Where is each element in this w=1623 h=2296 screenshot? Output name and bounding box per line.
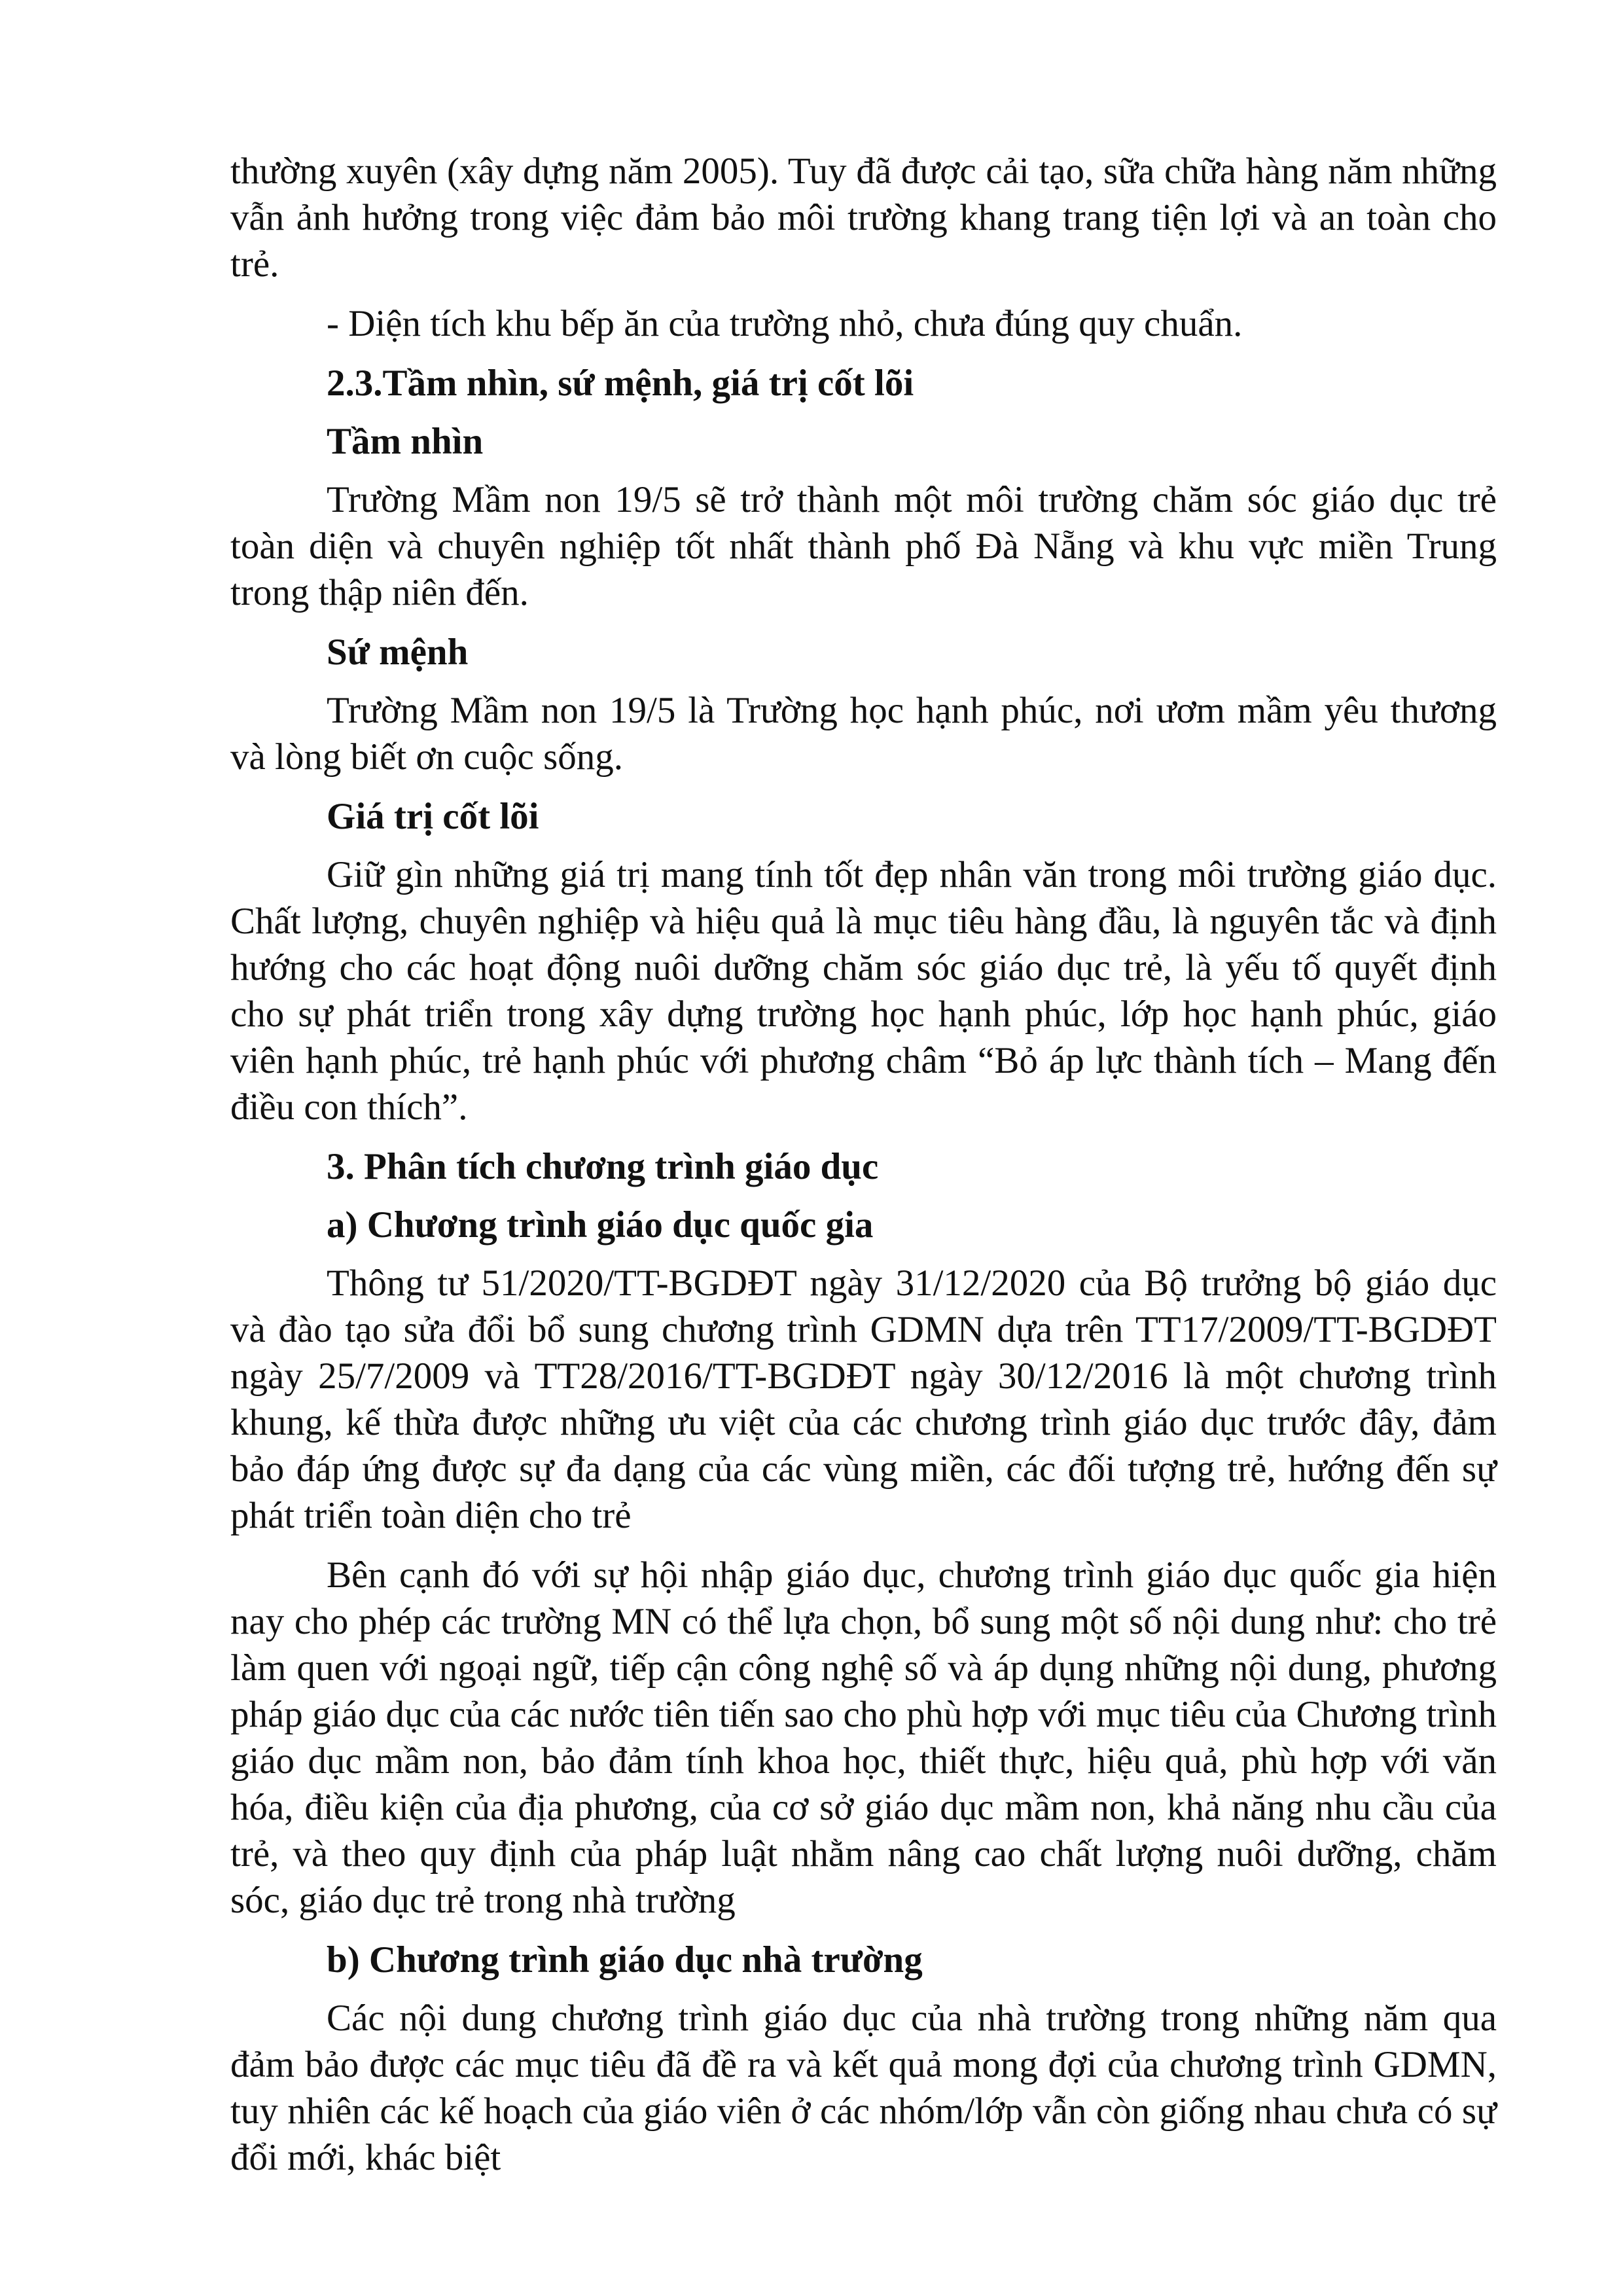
- document-page: [230, 148, 1497, 2181]
- heading-mission: Sứ mệnh: [327, 632, 469, 673]
- paragraph-mission: Trường Mầm non 19/5 là Trường học hạnh phúc, nơi ươm mầm yêu thương và lòng biết ơn cuộc sống.: [230, 690, 1497, 778]
- paragraph-facility-condition: thường xuyên (xây dựng năm 2005). Tuy đã được cải tạo, sữa chữa hàng năm những vẫn ảnh hưởng trong việc đảm bảo môi trường khang trang tiện lợi và an toàn cho trẻ.: [230, 151, 1497, 285]
- heading-national-curriculum: a) Chương trình giáo dục quốc gia: [327, 1204, 874, 1246]
- paragraph-kitchen-area: - Diện tích khu bếp ăn của trường nhỏ, chưa đúng quy chuẩn.: [327, 303, 1243, 344]
- heading-vision: Tầm nhìn: [327, 421, 484, 462]
- paragraph-core-values: Giữ gìn những giá trị mang tính tốt đẹp nhân văn trong môi trường giáo dục. Chất lượng, chuyên nghiệp và hiệu quả là mục tiêu hàng đầu, là nguyên tắc và định hướng cho các hoạt động nuôi dưỡng chăm sóc giáo dục trẻ, là yếu tố quyết định cho sự phát triển trong xây dựng trường học hạnh phúc, lớp học hạnh phúc, giáo viên hạnh phúc, trẻ hạnh phúc với phương châm “Bỏ áp lực thành tích – Mang đến điều con thích”.: [230, 854, 1497, 1128]
- paragraph-integration: Bên cạnh đó với sự hội nhập giáo dục, chương trình giáo dục quốc gia hiện nay cho phép các trường MN có thể lựa chọn, bổ sung một số nội dung như: cho trẻ làm quen với ngoại ngữ, tiếp cận công nghệ số và áp dụng những nội dung, phương pháp giáo dục của các nước tiên tiến sao cho phù hợp với mục tiêu của Chương trình giáo dục mầm non, bảo đảm tính khoa học, thiết thực, hiệu quả, phù hợp với văn hóa, điều kiện của địa phương, của cơ sở giáo dục mầm non, khả năng nhu cầu của trẻ, và theo quy định của pháp luật nhằm nâng cao chất lượng nuôi dưỡng, chăm sóc, giáo dục trẻ trong nhà trường: [230, 1554, 1497, 1921]
- paragraph-vision: Trường Mầm non 19/5 sẽ trở thành một môi trường chăm sóc giáo dục trẻ toàn diện và chuyên nghiệp tốt nhất thành phố Đà Nẵng và khu vực miền Trung trong thập niên đến.: [230, 479, 1497, 613]
- paragraph-national-curriculum: Thông tư 51/2020/TT-BGDĐT ngày 31/12/2020 của Bộ trưởng bộ giáo dục và đào tạo sửa đổi bổ sung chương trình GDMN dựa trên TT17/2009/TT-BGDĐT ngày 25/7/2009 và TT28/2016/TT-BGDĐT ngày 30/12/2016 là một chương trình khung, kế thừa được những ưu việt của các chương trình giáo dục trước đây, đảm bảo đáp ứng được sự đa dạng của các vùng miền, các đối tượng trẻ, hướng đến sự phát triển toàn diện cho trẻ: [230, 1263, 1497, 1536]
- heading-curriculum-analysis: 3. Phân tích chương trình giáo dục: [327, 1146, 879, 1187]
- paragraph-school-curriculum: Các nội dung chương trình giáo dục của nhà trường trong những năm qua đảm bảo được các mục tiêu đã đề ra và kết quả mong đợi của chương trình GDMN, tuy nhiên các kế hoạch của giáo viên ở các nhóm/lớp vẫn còn giống nhau chưa có sự đổi mới, khác biệt: [230, 1998, 1497, 2178]
- heading-school-curriculum: b) Chương trình giáo dục nhà trường: [327, 1939, 923, 1981]
- heading-core-values: Giá trị cốt lõi: [327, 796, 539, 837]
- heading-vision-mission-values: 2.3.Tầm nhìn, sứ mệnh, giá trị cốt lõi: [327, 363, 914, 404]
